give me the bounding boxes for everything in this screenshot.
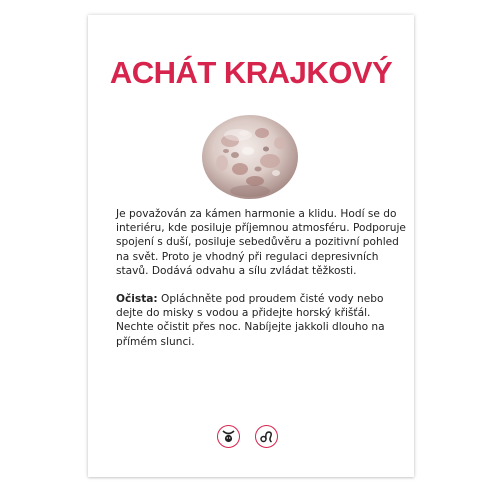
- taurus-icon: [217, 425, 240, 448]
- stone-title: ACHÁT KRAJKOVÝ: [109, 55, 393, 90]
- stone-image: [200, 111, 300, 201]
- cleansing-label: Očista:: [116, 293, 158, 306]
- stone-description: Je považován za kámen harmonie a klidu. Hodí se do interiéru, kde posiluje příjemnou atmosféru. Podporuje spojení s duší, posiluje sebedůvěru a pozitivní pohled na svět. Proto je vhodný při regulaci depresivních stavů. Dodává odvahu a sílu zvládat těžkosti.: [116, 208, 406, 277]
- cleansing-paragraph: [116, 292, 411, 349]
- zodiac-icons: [217, 425, 285, 451]
- leo-icon: [255, 425, 278, 448]
- cleansing-text: Opláchněte pod proudem čisté vody nebo dejte do misky s vodou a přidejte horský křišťál. Nechte očistit přes noc. Nabíjejte jakkoli dlouho na přímém slunci.: [116, 293, 385, 348]
- stone-text: [116, 207, 411, 363]
